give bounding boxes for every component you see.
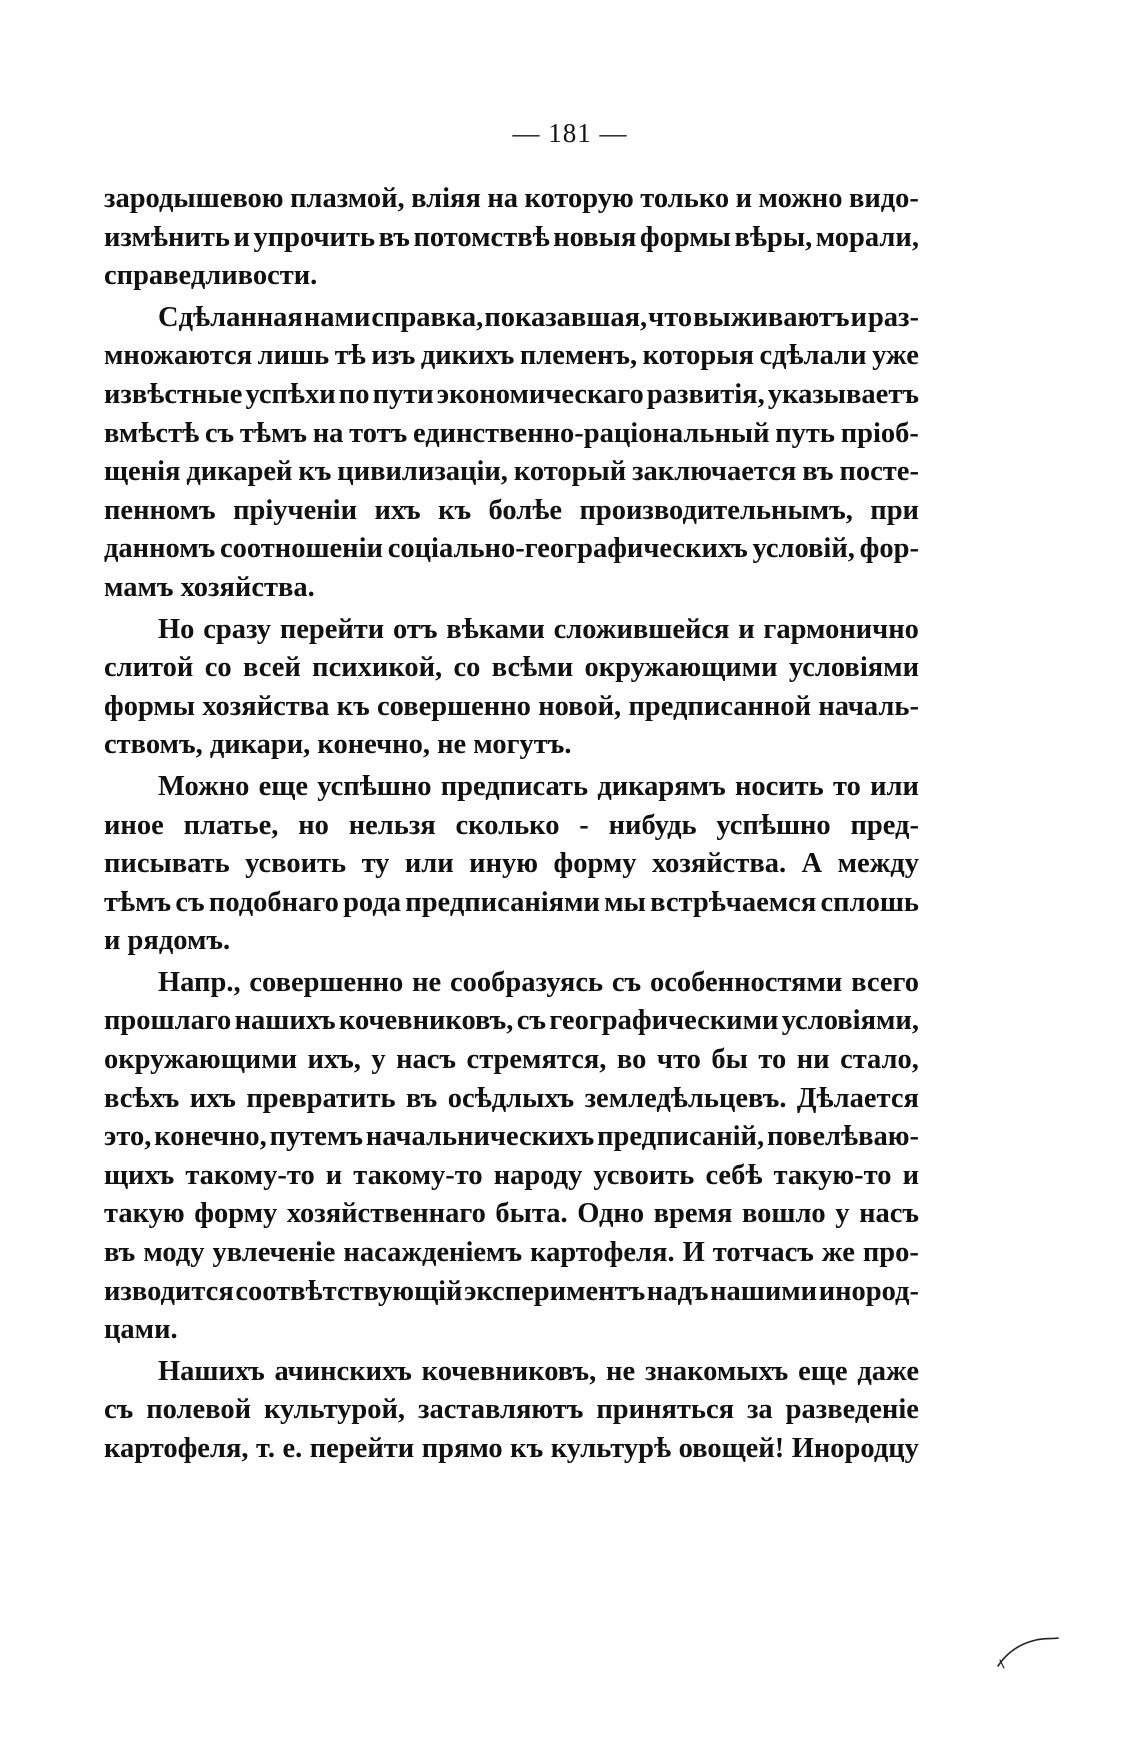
word: нами — [303, 301, 371, 333]
text-line — [104, 884, 919, 923]
word: подобнаго — [208, 886, 339, 918]
word: иное — [104, 809, 164, 841]
word: перейти — [279, 613, 385, 645]
text-line — [104, 1430, 919, 1469]
text-line — [104, 1002, 919, 1041]
word: картофеля, — [104, 1433, 249, 1464]
word: показавшая, — [484, 301, 648, 333]
word: это, — [104, 1121, 152, 1153]
word: указываетъ — [767, 378, 919, 410]
word: формы — [104, 690, 196, 722]
word: производительнымъ, — [579, 494, 853, 526]
word: сразу — [203, 613, 272, 645]
word: щихъ — [104, 1159, 175, 1191]
word: съ — [611, 966, 642, 998]
word: дикарей — [186, 456, 293, 488]
word: успѣшно — [317, 770, 432, 802]
word: видо- — [848, 183, 919, 214]
word: у — [371, 1044, 386, 1076]
word: нашими — [710, 1275, 818, 1307]
word: въ — [405, 1082, 438, 1114]
word: бы — [711, 1044, 748, 1076]
word: иную — [469, 848, 539, 880]
word: пути — [372, 378, 434, 410]
word: начальническихъ — [365, 1121, 595, 1153]
word: и — [735, 183, 753, 214]
word: ихъ — [189, 1082, 236, 1114]
word: такому-то — [353, 1159, 483, 1191]
word: пріоб- — [840, 417, 919, 449]
word: стремятся, — [466, 1044, 607, 1076]
word: вмѣстѣ — [104, 417, 200, 449]
word: рода — [343, 886, 402, 918]
word: вліяя — [411, 183, 481, 214]
text-line — [104, 649, 919, 688]
word: что — [648, 301, 693, 333]
text-line — [104, 1041, 919, 1080]
word: писывать — [104, 848, 230, 880]
word: дикихъ — [420, 340, 515, 372]
word: еще — [798, 1355, 848, 1387]
word: форму — [553, 848, 637, 880]
word: мы — [604, 886, 646, 918]
text-line — [104, 180, 919, 219]
word: приняться — [596, 1394, 735, 1426]
word: сдѣлали — [759, 340, 867, 372]
word: Но — [158, 613, 195, 645]
word: овощей! — [678, 1433, 785, 1464]
word: извѣстные — [104, 378, 243, 410]
text-line — [104, 1273, 919, 1312]
text-line — [104, 1391, 919, 1430]
word: сплошь — [820, 886, 919, 918]
word: новой, — [538, 690, 622, 722]
word: платье, — [183, 809, 279, 841]
word: пред- — [850, 809, 919, 841]
word: развитія, — [646, 378, 765, 410]
word: на — [312, 417, 344, 449]
word: такому-то — [185, 1159, 315, 1191]
word: раз- — [867, 301, 919, 333]
text-line — [104, 611, 919, 650]
word: отъ — [393, 613, 438, 645]
word: тѣ — [334, 340, 366, 372]
word: хозяйственнаго — [286, 1198, 486, 1230]
word: то — [832, 770, 861, 802]
word: или — [870, 770, 919, 802]
word: племенъ, — [519, 340, 638, 372]
word: сколько — [455, 809, 560, 841]
paragraph-5 — [104, 964, 919, 1350]
text-line — [104, 453, 919, 492]
word: прямо — [421, 1433, 503, 1464]
word: всѣхъ — [104, 1082, 180, 1114]
word: и — [325, 1159, 343, 1191]
word: въ — [802, 456, 834, 488]
word: во — [616, 1044, 647, 1076]
word: тотъ — [349, 417, 408, 449]
word: насажденіемъ — [343, 1237, 523, 1269]
word: хозяйства — [202, 690, 330, 722]
text-line — [104, 299, 919, 338]
word: цивилизаціи, — [337, 456, 508, 488]
word: изъ — [371, 340, 416, 372]
word: Нашихъ — [158, 1355, 265, 1387]
word: хозяйства. — [651, 848, 787, 880]
paragraph-2 — [104, 299, 919, 608]
word: ачинскихъ — [274, 1355, 412, 1387]
word: вѣры, — [734, 221, 813, 253]
word: всего — [851, 966, 919, 998]
word: можно — [758, 183, 843, 214]
word: формы — [639, 221, 731, 253]
word: со — [204, 652, 232, 684]
word: что — [656, 1044, 701, 1076]
text-line: мамъ хозяйства. — [104, 571, 315, 603]
word: изводится — [104, 1275, 234, 1307]
text-line — [104, 376, 919, 415]
word: стало, — [840, 1044, 919, 1076]
word: въ — [378, 221, 410, 253]
word: къ — [298, 456, 332, 488]
word: путь — [775, 417, 836, 449]
word: тѣмъ — [104, 886, 172, 918]
word: пріученіи — [233, 494, 358, 526]
word: заставляютъ — [418, 1394, 584, 1426]
word: картофеля. — [530, 1237, 675, 1269]
word: же — [821, 1237, 855, 1269]
word: кочевниковъ, — [338, 1005, 514, 1037]
word: конечно, — [154, 1121, 267, 1153]
word: только — [640, 183, 730, 214]
word: земледѣльцевъ. — [584, 1082, 787, 1114]
word: дикарямъ — [597, 770, 726, 802]
word: которыя — [642, 340, 754, 372]
word: но — [298, 809, 329, 841]
word: окружающими — [104, 1044, 298, 1076]
word: народу — [493, 1159, 583, 1191]
word: еще — [258, 770, 308, 802]
word: быта. — [495, 1198, 568, 1230]
word: и — [738, 613, 755, 645]
text-line: цами. — [104, 1314, 178, 1346]
text-line — [104, 337, 919, 376]
word: гармонично — [763, 613, 919, 645]
word: кочевниковъ, — [421, 1355, 597, 1387]
word: морали, — [815, 221, 919, 253]
paragraph-1 — [104, 180, 919, 296]
word: и — [233, 221, 250, 253]
word: при — [870, 494, 919, 526]
word: усвоить — [593, 1159, 695, 1191]
word: нибудь — [608, 809, 697, 841]
word: ихъ — [374, 494, 421, 526]
text-line — [104, 768, 919, 807]
word: знакомыхъ — [644, 1355, 789, 1387]
word: Можно — [158, 770, 250, 802]
word: съ — [175, 886, 205, 918]
word: разведеніе — [785, 1394, 919, 1426]
word: нельзя — [348, 809, 436, 841]
word: сложившейся — [553, 613, 730, 645]
word: условіями — [788, 652, 919, 684]
word: путемъ — [269, 1121, 363, 1153]
word: соотношеніи — [220, 533, 383, 565]
word: множаются — [104, 340, 253, 372]
word: нашихъ — [234, 1005, 336, 1037]
word: особенностями — [650, 966, 843, 998]
word: повелѣваю- — [766, 1121, 919, 1153]
word: успѣшно — [716, 809, 831, 841]
paragraph-6 — [104, 1353, 919, 1469]
word: сообразуясь — [450, 966, 604, 998]
text-line: ствомъ, дикари, конечно, не могутъ. — [104, 729, 572, 761]
word: усвоить — [245, 848, 347, 880]
word: Инородцу — [791, 1433, 919, 1464]
text-line — [104, 415, 919, 454]
text-line — [104, 492, 919, 531]
word: даже — [857, 1355, 919, 1387]
text-line — [104, 1195, 919, 1234]
word: форму — [194, 1198, 278, 1230]
word: носить — [734, 770, 824, 802]
word: уже — [872, 340, 919, 372]
word: - — [579, 809, 589, 841]
word: е. — [282, 1433, 303, 1464]
word: пенномъ — [104, 494, 216, 526]
word: инород- — [818, 1275, 919, 1307]
word: географическими — [549, 1005, 779, 1037]
text-line — [104, 1118, 919, 1157]
word: измѣнить — [104, 221, 230, 253]
word: прошлаго — [104, 1005, 232, 1037]
word: условіями, — [781, 1005, 919, 1037]
word: А — [801, 848, 823, 880]
word: Дѣлается — [796, 1082, 919, 1114]
word: предписаній, — [597, 1121, 765, 1153]
word: къ — [336, 690, 370, 722]
word: себѣ — [705, 1159, 763, 1191]
word: вѣками — [446, 613, 545, 645]
text-line: и рядомъ. — [104, 925, 231, 957]
word: соотвѣтствующій — [235, 1275, 463, 1307]
word: заключается — [632, 456, 797, 488]
word: слитой — [104, 652, 194, 684]
text-line — [104, 807, 919, 846]
word: всей — [242, 652, 301, 684]
word: съ — [516, 1005, 547, 1037]
word: со — [453, 652, 481, 684]
word: тотчасъ — [712, 1237, 814, 1269]
word: началь- — [818, 690, 919, 722]
pencil-mark-icon — [996, 1630, 1060, 1670]
word: которую — [524, 183, 634, 214]
word: къ — [438, 494, 472, 526]
word: плазмой, — [290, 183, 405, 214]
word: И — [682, 1237, 705, 1269]
word: превратить — [246, 1082, 396, 1114]
word: щенія — [104, 456, 181, 488]
word: увлеченіе — [212, 1237, 336, 1269]
word: Одно — [577, 1198, 645, 1230]
word: данномъ — [104, 533, 216, 565]
word: предписать — [440, 770, 589, 802]
text-line — [104, 1157, 919, 1196]
word: фор- — [859, 533, 919, 565]
body-text — [104, 180, 919, 1469]
word: зародышевою — [104, 183, 284, 214]
word: соціально-географическихъ — [387, 533, 748, 565]
word: насъ — [859, 1198, 919, 1230]
word: моду — [143, 1237, 205, 1269]
text-line — [104, 1080, 919, 1119]
text-line — [104, 845, 919, 884]
word: Напр., — [158, 966, 241, 998]
word: и — [850, 301, 867, 333]
word: надъ — [646, 1275, 709, 1307]
word: психикой, — [312, 652, 443, 684]
word: всѣми — [491, 652, 574, 684]
word: справка, — [371, 301, 484, 333]
word: болѣе — [488, 494, 563, 526]
word: экспериментъ — [464, 1275, 646, 1307]
word: совершенно — [377, 690, 531, 722]
text-line — [104, 1353, 919, 1392]
word: ихъ, — [307, 1044, 361, 1076]
word: ни — [796, 1044, 830, 1076]
word: и — [902, 1159, 919, 1191]
word: полевой — [146, 1394, 252, 1426]
word: потомствѣ — [413, 221, 550, 253]
word: успѣхи — [245, 378, 336, 410]
word: съ — [204, 417, 235, 449]
paragraph-4 — [104, 768, 919, 961]
word: экономическаго — [436, 378, 644, 410]
word: то — [758, 1044, 787, 1076]
word: культурой, — [263, 1394, 406, 1426]
word: вошло — [741, 1198, 826, 1230]
word: посте- — [839, 456, 919, 488]
word: новыя — [553, 221, 637, 253]
page-number: — 181 — — [512, 118, 628, 148]
word: который — [513, 456, 627, 488]
word: ту — [361, 848, 390, 880]
word: насъ — [396, 1044, 457, 1076]
text-line — [104, 1234, 919, 1273]
word: предписанной — [628, 690, 812, 722]
word: упрочить — [253, 221, 376, 253]
word: единственно-раціональный — [412, 417, 770, 449]
word: у — [835, 1198, 850, 1230]
word: между — [837, 848, 919, 880]
word: про- — [862, 1237, 919, 1269]
word: къ — [510, 1433, 544, 1464]
word: въ — [104, 1237, 136, 1269]
word: встрѣчаемся — [650, 886, 817, 918]
word: Сдѣланная — [158, 301, 303, 333]
word: условій, — [752, 533, 855, 565]
text-line — [104, 219, 919, 258]
word: или — [404, 848, 454, 880]
word: окружающими — [584, 652, 778, 684]
word: время — [653, 1198, 733, 1230]
word: такую — [104, 1198, 185, 1230]
word: т. — [256, 1433, 275, 1464]
word: такую-то — [773, 1159, 892, 1191]
text-line — [104, 688, 919, 727]
word: не — [412, 966, 442, 998]
word: на — [487, 183, 519, 214]
word: совершенно — [249, 966, 404, 998]
word: за — [746, 1394, 773, 1426]
word: перейти — [309, 1433, 415, 1464]
text-line: справедливости. — [104, 260, 318, 292]
text-line — [104, 964, 919, 1003]
word: предписаніями — [405, 886, 600, 918]
word: культурѣ — [550, 1433, 672, 1464]
word: лишь — [257, 340, 330, 372]
word: съ — [104, 1394, 134, 1426]
text-line — [104, 530, 919, 569]
paragraph-3 — [104, 611, 919, 765]
word: по — [338, 378, 370, 410]
word: выживаютъ — [693, 301, 850, 333]
word: тѣмъ — [239, 417, 308, 449]
word: осѣдлыхъ — [447, 1082, 575, 1114]
word: не — [606, 1355, 636, 1387]
